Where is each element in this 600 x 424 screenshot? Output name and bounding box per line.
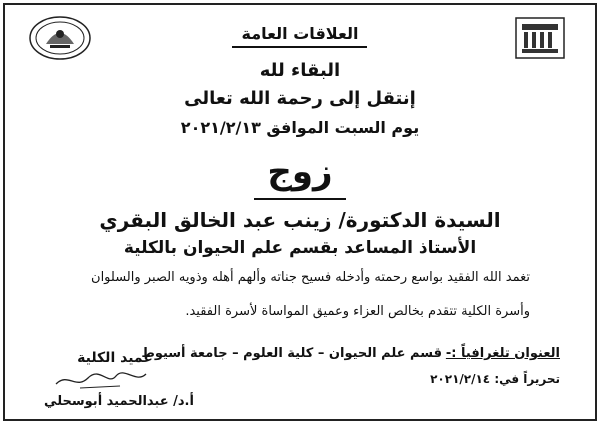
relation-heading: زوج <box>267 152 333 192</box>
deceased-name: السيدة الدكتورة/ زينب عبد الخالق البقري <box>99 208 501 232</box>
issued-date: تحريراً في: ٢٠٢١/٢/١٤ <box>430 372 560 386</box>
department-title: العلاقات العامة <box>241 23 359 43</box>
dean-title: عميد الكلية <box>77 350 153 366</box>
date-line: يوم السبت الموافق ٢٠٢١/٢/١٣ <box>180 118 420 137</box>
intaqal-line: إنتقل إلى رحمة الله تعالى <box>184 88 416 109</box>
dean-name: أ.د/ عبدالحميد أبوسحلي <box>44 394 194 409</box>
department-underline <box>232 46 367 48</box>
address-label: العنوان تلغرافياً :- <box>445 346 560 361</box>
faculty-logo-icon <box>28 14 92 62</box>
condolence-line-1: تغمد الله الفقيد بواسع رحمته وأدخله فسيح جناته وألهم أهله وذويه الصبر والسلوان <box>91 270 530 285</box>
condolence-line-2: وأسرة الكلية تتقدم بخالص العزاء وعميق المواساة لأسرة الفقيد. <box>185 304 530 319</box>
department-header <box>200 18 400 48</box>
deceased-title: الأستاذ المساعد بقسم علم الحيوان بالكلية <box>123 238 477 258</box>
address-value: قسم علم الحيوان – كلية العلوم – جامعة أسيوط <box>141 346 442 361</box>
relation-underline <box>254 198 346 200</box>
baqaa-line: البقاء لله <box>259 60 341 81</box>
dean-signature <box>50 368 150 392</box>
university-logo-icon <box>508 14 572 62</box>
